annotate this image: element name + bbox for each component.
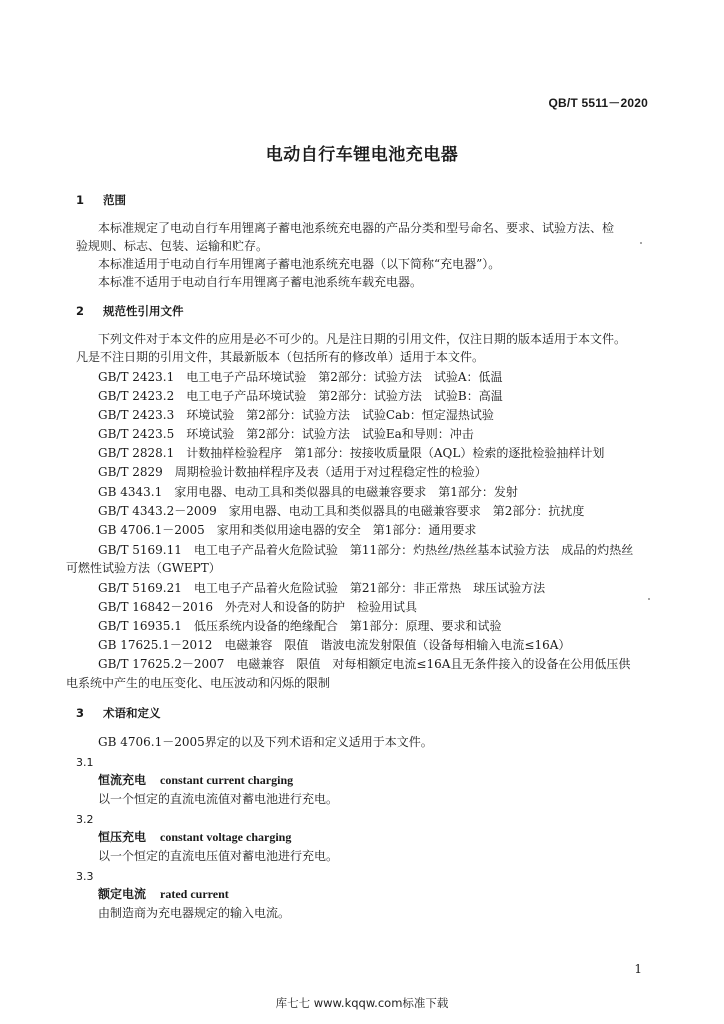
term-number: 3.3	[76, 870, 94, 883]
ref-item: GB 4343.1 家用电器、电动工具和类似器具的电磁兼容要求 第1部分：发射	[98, 485, 518, 499]
page-number: 1	[634, 962, 642, 976]
ref-item: GB/T 5169.21 电工电子产品着火危险试验 第21部分：非正常热 球压试验方法	[98, 581, 546, 595]
term-zh: 额定电流	[98, 887, 147, 901]
s3-intro: GB 4706.1－2005界定的以及下列术语和定义适用于本文件。	[98, 735, 433, 749]
section-2-heading	[76, 303, 184, 320]
ref-item: GB/T 2828.1 计数抽样检验程序 第1部分：按接收质量限（AQL）检索的逐批检验抽样计划	[98, 446, 605, 460]
term-number: 3.2	[76, 813, 94, 826]
term-heading	[98, 829, 291, 846]
section-3-heading	[76, 705, 161, 722]
section-number: 2	[76, 304, 85, 318]
footer-watermark: 库七七 www.kqqw.com标准下载	[275, 996, 449, 1010]
term-zh: 恒流充电	[98, 773, 147, 787]
term-zh: 恒压充电	[98, 830, 147, 844]
s1-para1-line1: 本标准规定了电动自行车用锂离子蓄电池系统充电器的产品分类和型号命名、要求、试验方法、检	[98, 221, 615, 235]
term-en: constant current charging	[160, 773, 294, 787]
ref-item-continuation: 可燃性试验方法（GWEPT）	[66, 561, 221, 575]
section-number: 1	[76, 193, 85, 207]
term-en: rated current	[160, 887, 229, 901]
section-1-heading	[76, 192, 126, 209]
term-definition: 以一个恒定的直流电流值对蓄电池进行充电。	[98, 792, 339, 806]
s2-intro-line1: 下列文件对于本文件的应用是必不可少的。凡是注日期的引用文件，仅注日期的版本适用于本文件。	[98, 332, 627, 346]
term-number: 3.1	[76, 756, 94, 769]
ref-item: GB/T 2423.3 环境试验 第2部分：试验方法 试验Cab：恒定湿热试验	[98, 408, 494, 422]
ref-item: GB 4706.1－2005 家用和类似用途电器的安全 第1部分：通用要求	[98, 523, 477, 537]
ref-item: GB/T 2423.5 环境试验 第2部分：试验方法 试验Ea和导则：冲击	[98, 427, 474, 441]
term-definition: 以一个恒定的直流电压值对蓄电池进行充电。	[98, 849, 339, 863]
ref-item: GB/T 16935.1 低压系统内设备的绝缘配合 第1部分：原理、要求和试验	[98, 619, 502, 633]
ref-item: GB 17625.1－2012 电磁兼容 限值 谐波电流发射限值（设备每相输入电流≤16A）	[98, 638, 571, 652]
ref-item: GB/T 2829 周期检验计数抽样程序及表（适用于对过程稳定性的检验）	[98, 465, 487, 479]
term-en: constant voltage charging	[160, 830, 292, 844]
term-heading	[98, 886, 229, 903]
ref-item-continuation: 电系统中产生的电压变化、电压波动和闪烁的限制	[66, 676, 331, 690]
ref-item: GB/T 5169.11 电工电子产品着火危险试验 第11部分：灼热丝/热丝基本试验方法 成品的灼热丝	[98, 543, 634, 557]
s1-para1-line2: 验规则、标志、包装、运输和贮存。	[76, 239, 269, 253]
ref-item: GB/T 4343.2－2009 家用电器、电动工具和类似器具的电磁兼容要求 第2部分：抗扰度	[98, 504, 585, 518]
ref-item: GB/T 2423.2 电工电子产品环境试验 第2部分：试验方法 试验B：高温	[98, 389, 503, 403]
scan-speck	[648, 598, 650, 600]
ref-item: GB/T 16842－2016 外壳对人和设备的防护 检验用试具	[98, 600, 417, 614]
term-heading	[98, 772, 293, 789]
s1-para3: 本标准不适用于电动自行车用锂离子蓄电池系统车载充电器。	[98, 275, 423, 289]
section-number: 3	[76, 706, 85, 720]
ref-item: GB/T 17625.2－2007 电磁兼容 限值 对每相额定电流≤16A且无条件接入的设备在公用低压供	[98, 657, 631, 671]
term-definition: 由制造商为充电器规定的输入电流。	[98, 906, 291, 920]
s1-para2: 本标准适用于电动自行车用锂离子蓄电池系统充电器（以下简称“充电器”）。	[98, 257, 501, 271]
s2-intro-line2: 凡是不注日期的引用文件，其最新版本（包括所有的修改单）适用于本文件。	[76, 350, 485, 364]
section-title: 规范性引用文件	[103, 304, 184, 318]
document-title: 电动自行车锂电池充电器	[265, 145, 459, 165]
standard-code: QB/T 5511－2020	[548, 96, 648, 110]
scan-speck	[640, 242, 642, 244]
ref-item: GB/T 2423.1 电工电子产品环境试验 第2部分：试验方法 试验A：低温	[98, 370, 503, 384]
section-title: 范围	[103, 193, 126, 207]
section-title: 术语和定义	[103, 706, 161, 720]
